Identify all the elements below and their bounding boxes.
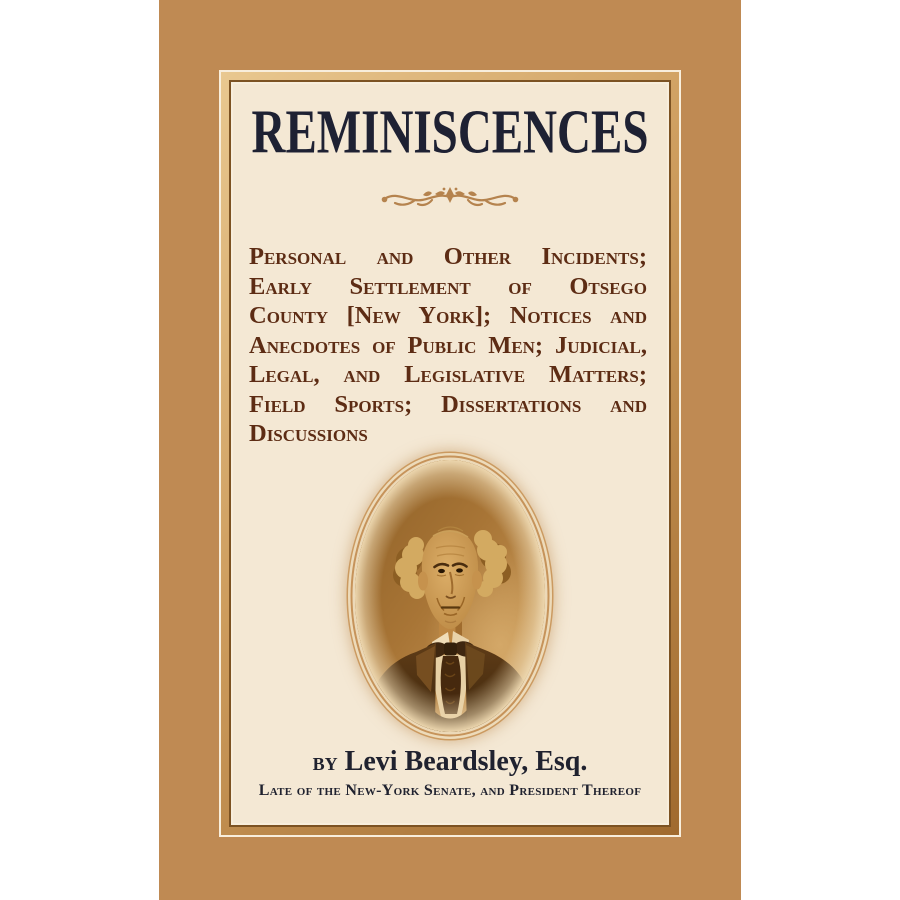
author-name: Levi Beardsley, Esq.	[337, 746, 588, 777]
subtitle-line: Anecdotes of Public Men; Judicial,	[249, 331, 647, 359]
subtitle-line: Field Sports; Dissertations and	[249, 390, 647, 418]
subtitle-line: Legal, and Legislative Matters;	[249, 361, 647, 388]
author-credit: Late of the New-York Senate, and President Thereof	[258, 782, 642, 799]
portrait-image	[355, 460, 545, 732]
cover-frame-inner-line	[229, 80, 671, 827]
cover-frame	[219, 70, 681, 837]
subtitle-line: Discussions	[249, 420, 368, 447]
book-cover	[159, 0, 741, 900]
cover-frame-band	[221, 72, 679, 835]
subtitle-line: Personal and Other Incidents;	[249, 243, 647, 270]
book-title: REMINISCENCES	[251, 97, 649, 168]
cover-panel	[233, 84, 667, 823]
subtitle-line: Early Settlement of Otsego	[249, 272, 647, 300]
flourish-divider-icon	[374, 184, 526, 211]
byline-prefix: by	[312, 747, 338, 776]
subtitle-line: County [New York]; Notices and	[249, 302, 647, 329]
byline	[233, 746, 667, 778]
subtitle-block	[249, 242, 647, 449]
